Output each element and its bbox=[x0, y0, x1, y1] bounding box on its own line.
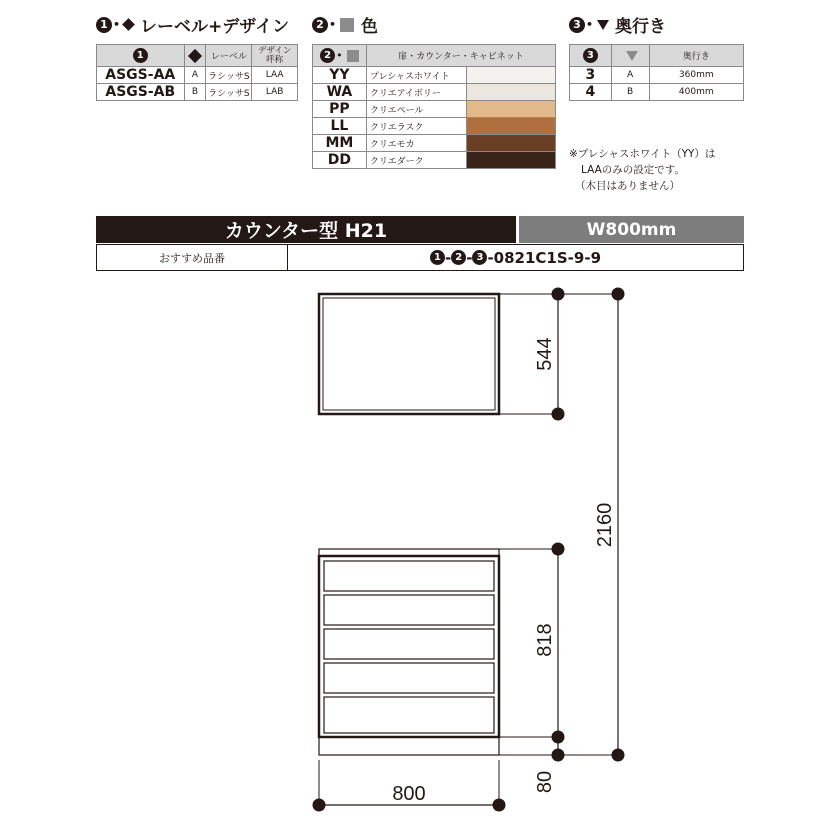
row-code: LL bbox=[313, 118, 367, 135]
header-label-cell: レーベル bbox=[206, 45, 252, 67]
section1-title-text: レーベル+デザイン bbox=[140, 17, 290, 37]
row-code: PP bbox=[313, 101, 367, 118]
note-line3: （木目はありません） bbox=[575, 180, 680, 192]
dim-plinth-height: 80 bbox=[534, 770, 556, 794]
dim-width: 800 bbox=[392, 783, 426, 805]
lower-cabinet bbox=[319, 549, 499, 755]
dim-total-height: 2160 bbox=[594, 502, 616, 548]
header-design-line2: 呼称 bbox=[266, 54, 284, 65]
section2-title-text: 色 bbox=[361, 17, 379, 37]
row-depth: 360mm bbox=[649, 67, 743, 84]
header-number-badge: 1 bbox=[133, 48, 148, 63]
header-number-badge: 3 bbox=[583, 48, 598, 63]
bullet-dot: • bbox=[113, 18, 121, 31]
upper-cabinet bbox=[319, 294, 499, 414]
header-label-cell: 扉・カウンター・キャビネット bbox=[366, 45, 555, 67]
header-number-badge: 2 bbox=[320, 48, 335, 63]
row-code: YY bbox=[313, 67, 367, 84]
row-mark: A bbox=[184, 67, 206, 84]
row-design: LAB bbox=[252, 84, 298, 101]
section2-number-badge: 2 bbox=[312, 17, 328, 33]
row-color-name: クリエダーク bbox=[366, 152, 466, 169]
product-type-bar: カウンター型 H21 bbox=[96, 216, 516, 243]
product-width-bar: W800mm bbox=[519, 216, 744, 243]
row-code: ASGS-AA bbox=[97, 67, 185, 84]
row-mark: A bbox=[611, 67, 649, 84]
row-color-name: クリエペール bbox=[366, 101, 466, 118]
row-mark: B bbox=[184, 84, 206, 101]
note-line1: ※プレシャスホワイト（YY）は bbox=[569, 148, 716, 160]
dim-lower-height: 818 bbox=[534, 623, 556, 657]
header-label-cell: 奥行き bbox=[649, 45, 743, 67]
recommended-label: おすすめ品番 bbox=[97, 245, 288, 270]
row-color-name: プレシャスホワイト bbox=[366, 67, 466, 84]
bullet-dot: • bbox=[586, 18, 594, 31]
section1-number-badge: 1 bbox=[96, 17, 112, 33]
row-code: WA bbox=[313, 84, 367, 101]
row-design: LAA bbox=[252, 67, 298, 84]
bullet-dot: • bbox=[329, 18, 337, 31]
part-num-badge-1: 1 bbox=[430, 250, 445, 265]
row-code: DD bbox=[313, 152, 367, 169]
part-number: 1 - 2 - 3 -0821C1S-9-9 bbox=[288, 245, 743, 270]
row-code: MM bbox=[313, 135, 367, 152]
row-color-name: クリエアイボリー bbox=[366, 84, 466, 101]
bullet-dot: • bbox=[336, 49, 343, 62]
part-number-suffix: -0821C1S-9-9 bbox=[487, 248, 602, 267]
note-line2: LAAのみの設定です。 bbox=[581, 164, 685, 176]
row-depth: 400mm bbox=[649, 84, 743, 101]
part-num-badge-3: 3 bbox=[472, 250, 487, 265]
dim-upper-height: 544 bbox=[534, 337, 556, 371]
row-label: ラシッサS bbox=[206, 67, 252, 84]
row-color-name: クリエモカ bbox=[366, 135, 466, 152]
row-code: 4 bbox=[570, 84, 612, 101]
header-design-line1: デザイン bbox=[257, 45, 292, 56]
row-label: ラシッサS bbox=[206, 84, 252, 101]
row-code: 3 bbox=[570, 67, 612, 84]
row-mark: B bbox=[611, 84, 649, 101]
section3-title-text: 奥行き bbox=[615, 17, 667, 37]
row-color-name: クリエラスク bbox=[366, 118, 466, 135]
row-code: ASGS-AB bbox=[97, 84, 185, 101]
section3-number-badge: 3 bbox=[569, 17, 585, 33]
part-num-badge-2: 2 bbox=[451, 250, 466, 265]
